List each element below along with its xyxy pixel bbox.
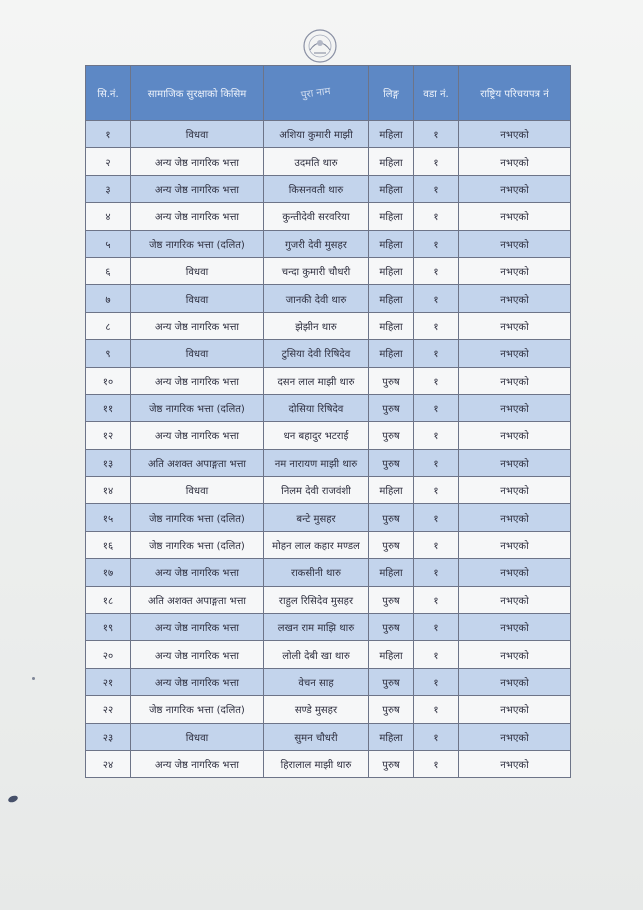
table-row [86,312,571,339]
table-row [86,394,571,421]
cell-gender: पुरुष [369,367,414,394]
office-stamp [301,86,332,100]
table-row [86,477,571,504]
cell-ward-number: १ [414,586,459,613]
cell-ward-number: १ [414,477,459,504]
cell-gender: पुरुष [369,614,414,641]
table-row [86,203,571,230]
cell-security-type: अन्य जेष्ठ नागरिक भत्ता [131,614,264,641]
cell-full-name: अशिया कुमारी माझी [264,121,369,148]
cell-serial-number: ३ [86,175,131,202]
cell-security-type: अन्य जेष्ठ नागरिक भत्ता [131,203,264,230]
cell-ward-number: १ [414,203,459,230]
cell-gender: महिला [369,203,414,230]
table-row [86,422,571,449]
cell-full-name: बन्टे मुसहर [264,504,369,531]
cell-security-type: विधवा [131,723,264,750]
cell-ward-number: १ [414,230,459,257]
table-body [86,121,571,778]
cell-security-type: विधवा [131,121,264,148]
cell-ward-number: १ [414,367,459,394]
table-row [86,696,571,723]
table-row [86,750,571,777]
cell-gender: महिला [369,285,414,312]
table-row [86,531,571,558]
cell-serial-number: १५ [86,504,131,531]
cell-ward-number: १ [414,531,459,558]
cell-ward-number: १ [414,504,459,531]
table-row [86,121,571,148]
cell-ward-number: १ [414,449,459,476]
cell-serial-number: ७ [86,285,131,312]
cell-national-id: नभएको [459,559,571,586]
cell-full-name: राकसीनी थारु [264,559,369,586]
table-row [86,641,571,668]
cell-security-type: जेष्ठ नागरिक भत्ता (दलित) [131,230,264,257]
cell-gender: पुरुष [369,504,414,531]
table-row [86,504,571,531]
cell-national-id: नभएको [459,367,571,394]
table-row [86,668,571,695]
cell-serial-number: ९ [86,340,131,367]
cell-national-id: नभएको [459,531,571,558]
cell-serial-number: १८ [86,586,131,613]
cell-security-type: अन्य जेष्ठ नागरिक भत्ता [131,559,264,586]
government-seal-icon [300,26,340,66]
header-security-type: सामाजिक सुरक्षाको किसिम [131,66,264,121]
cell-national-id: नभएको [459,614,571,641]
cell-national-id: नभएको [459,422,571,449]
cell-gender: महिला [369,559,414,586]
cell-security-type: अन्य जेष्ठ नागरिक भत्ता [131,312,264,339]
cell-full-name: जानकी देवी थारु [264,285,369,312]
cell-security-type: अन्य जेष्ठ नागरिक भत्ता [131,148,264,175]
table-row [86,148,571,175]
social-security-table [85,65,571,778]
table-row [86,449,571,476]
cell-national-id: नभएको [459,203,571,230]
cell-security-type: जेष्ठ नागरिक भत्ता (दलित) [131,504,264,531]
cell-gender: महिला [369,257,414,284]
cell-national-id: नभएको [459,257,571,284]
cell-ward-number: १ [414,614,459,641]
table-row [86,614,571,641]
table-header-row [86,66,571,121]
cell-gender: पुरुष [369,750,414,777]
cell-ward-number: १ [414,750,459,777]
cell-national-id: नभएको [459,504,571,531]
cell-gender: महिला [369,723,414,750]
cell-ward-number: १ [414,668,459,695]
cell-national-id: नभएको [459,340,571,367]
cell-serial-number: ६ [86,257,131,284]
cell-ward-number: १ [414,394,459,421]
cell-national-id: नभएको [459,641,571,668]
table-row [86,723,571,750]
table-row [86,586,571,613]
cell-security-type: विधवा [131,340,264,367]
cell-national-id: नभएको [459,394,571,421]
cell-national-id: नभएको [459,230,571,257]
cell-full-name: झेझीन थारु [264,312,369,339]
cell-full-name: मोहन लाल कहार मण्डल [264,531,369,558]
table-row [86,285,571,312]
cell-national-id: नभएको [459,696,571,723]
page-speck [32,677,35,680]
cell-security-type: अन्य जेष्ठ नागरिक भत्ता [131,175,264,202]
cell-gender: महिला [369,340,414,367]
cell-national-id: नभएको [459,285,571,312]
cell-ward-number: १ [414,422,459,449]
cell-full-name: लखन राम माझि थारु [264,614,369,641]
cell-gender: पुरुष [369,586,414,613]
cell-gender: महिला [369,121,414,148]
cell-gender: पुरुष [369,668,414,695]
cell-security-type: जेष्ठ नागरिक भत्ता (दलित) [131,696,264,723]
cell-full-name: टुसिया देवी रिषिदेव [264,340,369,367]
cell-ward-number: १ [414,121,459,148]
cell-security-type: अन्य जेष्ठ नागरिक भत्ता [131,750,264,777]
ink-mark [7,794,18,803]
cell-full-name: राहुल रिसिदेव मुसहर [264,586,369,613]
cell-security-type: जेष्ठ नागरिक भत्ता (दलित) [131,394,264,421]
cell-ward-number: १ [414,696,459,723]
cell-security-type: अन्य जेष्ठ नागरिक भत्ता [131,641,264,668]
cell-full-name: वेचन साह [264,668,369,695]
cell-security-type: विधवा [131,285,264,312]
table-row [86,340,571,367]
cell-gender: महिला [369,230,414,257]
cell-national-id: नभएको [459,750,571,777]
table-row [86,175,571,202]
header-ward-number: वडा नं. [414,66,459,121]
cell-national-id: नभएको [459,148,571,175]
cell-gender: महिला [369,641,414,668]
cell-ward-number: १ [414,148,459,175]
cell-national-id: नभएको [459,668,571,695]
cell-serial-number: ८ [86,312,131,339]
cell-serial-number: ५ [86,230,131,257]
cell-ward-number: १ [414,641,459,668]
table-row [86,230,571,257]
cell-ward-number: १ [414,340,459,367]
cell-serial-number: १४ [86,477,131,504]
cell-full-name: दसन लाल माझी थारु [264,367,369,394]
cell-security-type: अन्य जेष्ठ नागरिक भत्ता [131,668,264,695]
cell-serial-number: २२ [86,696,131,723]
header-national-id: राष्ट्रिय परिचयपत्र नं [459,66,571,121]
cell-national-id: नभएको [459,449,571,476]
cell-security-type: विधवा [131,477,264,504]
cell-national-id: नभएको [459,477,571,504]
cell-gender: पुरुष [369,394,414,421]
cell-serial-number: १६ [86,531,131,558]
cell-serial-number: १ [86,121,131,148]
cell-security-type: विधवा [131,257,264,284]
header-full-name-label: पुरा नाम [300,85,332,101]
cell-gender: महिला [369,312,414,339]
cell-national-id: नभएको [459,175,571,202]
cell-ward-number: १ [414,312,459,339]
cell-gender: पुरुष [369,449,414,476]
cell-gender: पुरुष [369,422,414,449]
table-row [86,367,571,394]
table-row [86,559,571,586]
header-gender: लिङ्ग [369,66,414,121]
cell-ward-number: १ [414,559,459,586]
cell-full-name: लोली देबी खा थारु [264,641,369,668]
cell-security-type: अति अशक्त अपाङ्गता भत्ता [131,586,264,613]
cell-serial-number: २० [86,641,131,668]
cell-ward-number: १ [414,723,459,750]
header-full-name [264,66,369,121]
cell-full-name: नम नारायण माझी थारु [264,449,369,476]
cell-full-name: उदमति थारु [264,148,369,175]
cell-national-id: नभएको [459,312,571,339]
cell-ward-number: १ [414,285,459,312]
cell-serial-number: १० [86,367,131,394]
cell-full-name: सण्डे मुसहर [264,696,369,723]
cell-full-name: धन बहादुर भटराई [264,422,369,449]
cell-full-name: चन्दा कुमारी चौधरी [264,257,369,284]
cell-security-type: जेष्ठ नागरिक भत्ता (दलित) [131,531,264,558]
cell-national-id: नभएको [459,723,571,750]
cell-gender: महिला [369,175,414,202]
cell-serial-number: ४ [86,203,131,230]
cell-ward-number: १ [414,175,459,202]
cell-security-type: अति अशक्त अपाङ्गता भत्ता [131,449,264,476]
cell-gender: महिला [369,477,414,504]
cell-serial-number: १३ [86,449,131,476]
cell-serial-number: १२ [86,422,131,449]
cell-serial-number: १७ [86,559,131,586]
cell-full-name: सुमन चौधरी [264,723,369,750]
cell-full-name: दोसिया रिषिदेव [264,394,369,421]
cell-national-id: नभएको [459,586,571,613]
cell-full-name: किसनवती थारु [264,175,369,202]
cell-full-name: गुजरी देवी मुसहर [264,230,369,257]
cell-national-id: नभएको [459,121,571,148]
cell-gender: पुरुष [369,696,414,723]
cell-full-name: कुन्तीदेवी सरवरिया [264,203,369,230]
cell-gender: महिला [369,148,414,175]
cell-serial-number: २ [86,148,131,175]
cell-serial-number: ११ [86,394,131,421]
cell-serial-number: १९ [86,614,131,641]
cell-serial-number: २३ [86,723,131,750]
cell-gender: पुरुष [369,531,414,558]
cell-serial-number: २१ [86,668,131,695]
table-row [86,257,571,284]
cell-security-type: अन्य जेष्ठ नागरिक भत्ता [131,367,264,394]
header-serial-number: सि.नं. [86,66,131,121]
cell-serial-number: २४ [86,750,131,777]
cell-full-name: निलम देवी राजवंशी [264,477,369,504]
cell-ward-number: १ [414,257,459,284]
cell-full-name: हिरालाल माझी थारु [264,750,369,777]
cell-security-type: अन्य जेष्ठ नागरिक भत्ता [131,422,264,449]
